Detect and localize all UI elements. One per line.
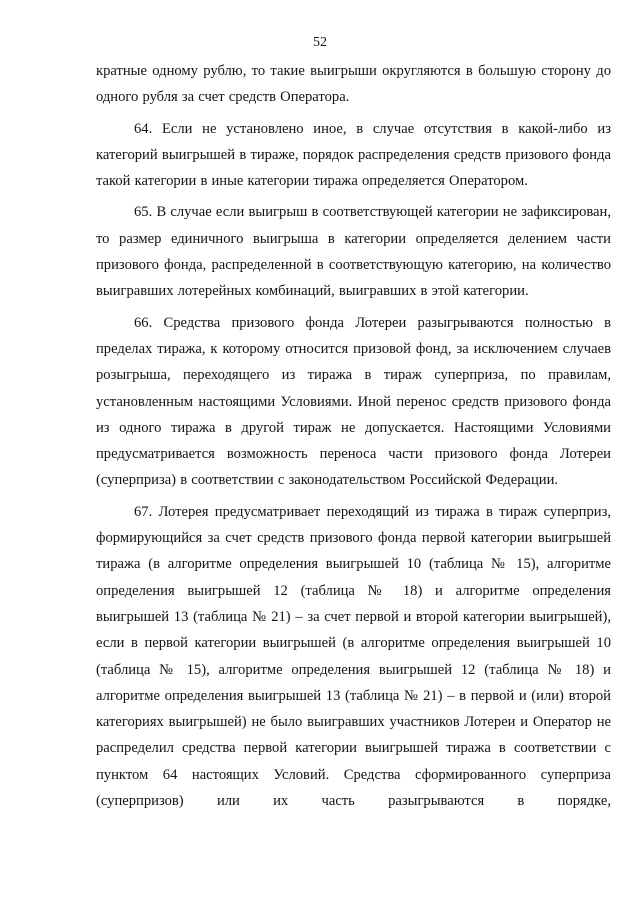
- paragraph-66: 66. Средства призового фонда Лотереи разыгрываются полностью в пределах тиража, к которому относится призовой фонд, за исключением случаев розыгрыша, переходящего из тиража в тираж суперприза, по правилам, установленным настоящими Условиями. Иной перенос средств призового фонда из одного тиража в другой тираж не допускается. Настоящими Условиями предусматривается возможность переноса части призового фонда Лотереи (суперприза) в соответствии с законодательством Российской Федерации.: [96, 314, 611, 489]
- paragraph-64: 64. Если не установлено иное, в случае отсутствия в какой-либо из категорий выигрышей в тираже, порядок распределения средств призового фонда такой категории в иные категории тиража определяется Оператором.: [96, 120, 611, 190]
- paragraph-65: 65. В случае если выигрыш в соответствующей категории не зафиксирован, то размер единичного выигрыша в категории определяется делением части призового фонда, распределенной в соответствующую категорию, на количество выигравших лотерейных комбинаций, выигравших в этой категории.: [96, 204, 611, 300]
- document-body: [96, 58, 611, 814]
- page-number: 52: [313, 35, 327, 50]
- paragraph-67: 67. Лотерея предусматривает переходящий из тиража в тираж суперприз, формирующийся за счет средств призового фонда первой категории выигрышей тиража (в алгоритме определения выигрышей 10 (таблица № 15), алгоритме определения выигрышей 12 (таблица № 18) и алгоритме определения выигрышей 13 (таблица № 21) – за счет первой и второй категории выигрышей), если в первой категории выигрышей (в алгоритме определения выигрышей 10 (таблица № 15), алгоритме определения выигрышей 12 (таблица № 18) и алгоритме определения выигрышей 13 (таблица № 21) – в первой и (или) второй категориях выигрышей) не было выигравших участников Лотереи и Оператор не распределил средства первой категории выигрышей тиража в соответствии с пунктом 64 настоящих Условий. Средства сформированного суперприза (суперпризов) или их часть разыгрываются в порядке,: [96, 503, 611, 810]
- paragraph-continuation: кратные одному рублю, то такие выигрыши округляются в большую сторону до одного рубля за счет средств Оператора.: [96, 63, 611, 106]
